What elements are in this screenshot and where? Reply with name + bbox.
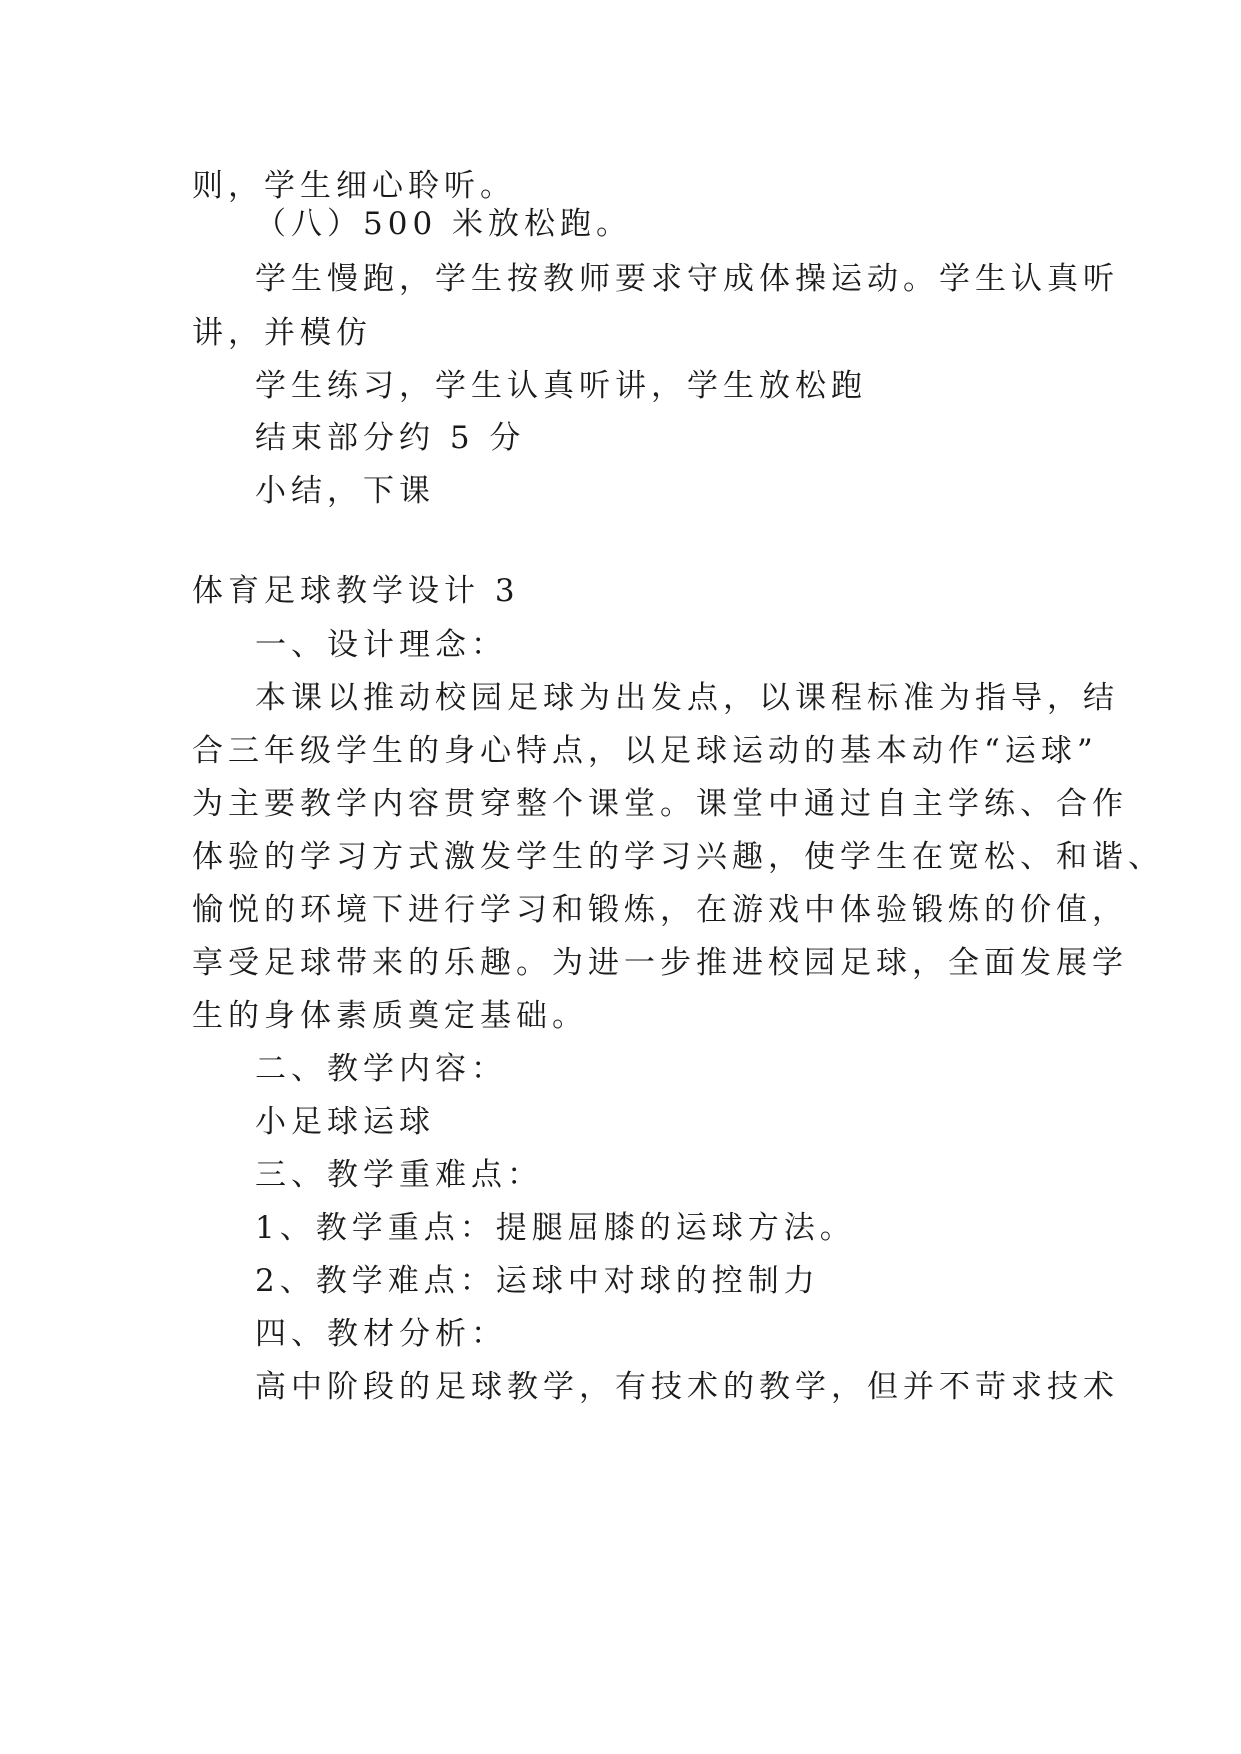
heading-material-analysis: 四、教材分析： [255, 1316, 507, 1352]
section-title: 体育足球教学设计 3 [192, 573, 520, 609]
text-line: 学生慢跑，学生按教师要求守成体操运动。学生认真听 [255, 261, 1119, 297]
text-line: 为主要教学内容贯穿整个课堂。课堂中通过自主学练、合作 [192, 786, 1128, 822]
text-line: 愉悦的环境下进行学习和锻炼，在游戏中体验锻炼的价值， [192, 892, 1128, 928]
text-line: 高中阶段的足球教学，有技术的教学，但并不苛求技术 [255, 1369, 1119, 1405]
text-line: 本课以推动校园足球为出发点，以课程标准为指导，结 [255, 680, 1119, 716]
text-line: 享受足球带来的乐趣。为进一步推进校园足球，全面发展学 [192, 945, 1128, 981]
text-line: 2、教学难点：运球中对球的控制力 [255, 1263, 820, 1299]
text-line: 1、教学重点：提腿屈膝的运球方法。 [255, 1210, 856, 1246]
heading-teaching-content: 二、教学内容： [255, 1051, 507, 1087]
text-line: 学生练习，学生认真听讲，学生放松跑 [255, 368, 867, 404]
text-line: 小结，下课 [255, 473, 435, 509]
text-line: 小足球运球 [255, 1104, 435, 1140]
text-line: 讲，并模仿 [192, 315, 372, 351]
text-line: （八）500 米放松跑。 [255, 206, 633, 242]
text-line: 结束部分约 5 分 [255, 420, 526, 456]
heading-design-concept: 一、设计理念： [255, 627, 507, 663]
text-line: 体验的学习方式激发学生的学习兴趣，使学生在宽松、和谐、 [192, 839, 1164, 875]
heading-key-difficulties: 三、教学重难点： [255, 1157, 543, 1193]
text-line: 生的身体素质奠定基础。 [192, 998, 588, 1034]
text-line: 合三年级学生的身心特点，以足球运动的基本动作“运球” [192, 733, 1098, 769]
text-line: 则，学生细心聆听。 [192, 168, 516, 204]
